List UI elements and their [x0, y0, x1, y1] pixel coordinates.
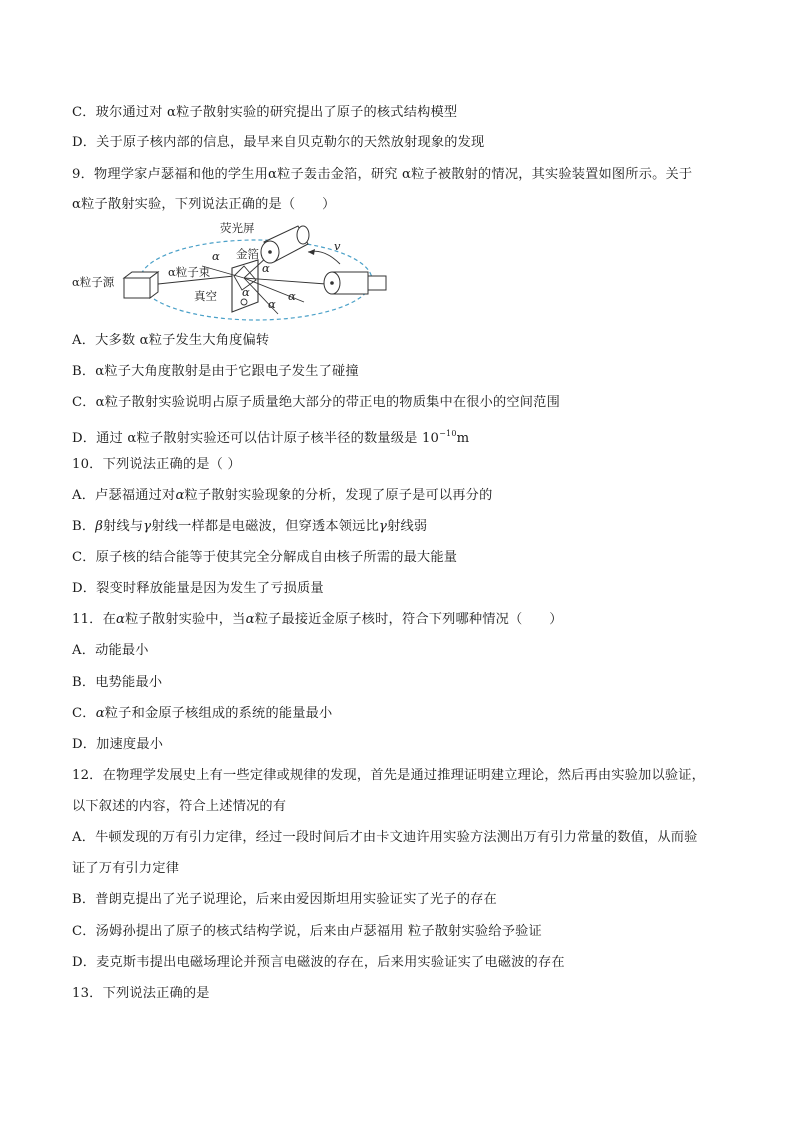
q11-stem-post: 粒子最接近金原子核时，符合下列哪种情况（ ）	[254, 612, 563, 627]
q9-option-d	[72, 425, 469, 448]
q12-option-c: C．汤姆孙提出了原子的核式结构学说，后来由卢瑟福用 粒子散射实验给予验证	[72, 924, 542, 939]
label-screen: 荧光屏	[220, 221, 255, 235]
q9-option-b: B．α粒子大角度散射是由于它跟电子发生了碰撞	[72, 364, 359, 379]
right-microscope	[324, 272, 386, 294]
q12-option-b: B．普朗克提出了光子说理论，后来由爱因斯坦用实验证实了光子的存在	[72, 892, 497, 907]
q10-option-b-mid2: 射线一样都是电磁波，但穿透本领远比	[151, 519, 379, 534]
gamma-symbol: γ	[143, 519, 152, 534]
label-alpha-1: α	[212, 249, 220, 263]
q10-option-c: C．原子核的结合能等于使其完全分解成自由核子所需的最大能量	[72, 550, 458, 565]
alpha-source-box	[124, 272, 158, 298]
label-alpha-4: α	[268, 297, 276, 311]
q11-option-c-pre: C．	[72, 706, 96, 721]
label-foil: 金箔	[236, 247, 259, 261]
q11-stem-mid: 粒子散射实验中，当	[125, 612, 246, 627]
alpha-symbol: α	[245, 612, 255, 627]
q11-option-b: B．电势能最小	[72, 675, 163, 690]
label-alpha-2: α	[262, 261, 270, 275]
q8-option-d: D．关于原子核内部的信息，最早来自贝克勒尔的天然放射现象的发现	[72, 135, 485, 150]
q9-option-d-text: D．通过 α粒子散射实验还可以估计原子核半径的数量级是 10	[72, 431, 440, 446]
q11-option-c	[72, 705, 332, 723]
q13-stem: 13．下列说法正确的是	[72, 986, 210, 1001]
q8-option-c: C．玻尔通过对 α粒子散射实验的研究提出了原子的核式结构模型	[72, 105, 458, 120]
q10-option-b	[72, 518, 427, 536]
alpha-scattering-apparatus-diagram	[72, 220, 392, 326]
q9-option-d-exponent: −10	[439, 429, 457, 438]
q11-stem-pre: 11．在	[72, 612, 116, 627]
q11-option-d: D．加速度最小	[72, 737, 164, 752]
q12-option-a-line-2: 证了万有引力定律	[72, 861, 180, 876]
q10-option-d: D．裂变时释放能量是因为发生了亏损质量	[72, 581, 324, 596]
fluorescent-screen-microscope	[261, 226, 309, 263]
alpha-symbol: α	[95, 706, 105, 721]
q9-option-d-unit: m	[456, 431, 470, 446]
q9-option-a: A．大多数 α粒子发生大角度偏转	[72, 333, 270, 348]
q10-option-a	[72, 487, 492, 505]
q12-stem-line-2: 以下叙述的内容，符合上述情况的有	[72, 799, 287, 814]
q12-option-a-line-1: A．牛顿发现的万有引力定律，经过一段时间后才由卡文迪许用实验方法测出万有引力常量的数值，从而验	[72, 830, 698, 845]
alpha-symbol: α	[175, 488, 185, 503]
alpha-symbol: α	[115, 612, 126, 627]
q9-stem-line-1: 9．物理学家卢瑟福和他的学生用α粒子轰击金箔，研究 α粒子被散射的情况，其实验装置如图所示。关于	[72, 167, 693, 182]
label-alpha-5: α	[288, 289, 296, 303]
q10-stem: 10．下列说法正确的是（ ）	[72, 457, 241, 472]
q9-option-c: C．α粒子散射实验说明占原子质量绝大部分的带正电的物质集中在很小的空间范围	[72, 395, 560, 410]
q11-option-c-post: 粒子和金原子核组成的系统的能量最小	[104, 706, 333, 721]
q9-stem-line-2: α粒子散射实验，下列说法正确的是（ ）	[72, 197, 336, 212]
label-source: α粒子源	[72, 275, 115, 289]
q11-option-a: A．动能最小	[72, 643, 149, 658]
label-velocity: v	[334, 239, 341, 253]
q12-option-d: D．麦克斯韦提出电磁场理论并预言电磁波的存在，后来用实验证实了电磁波的存在	[72, 955, 565, 970]
gamma-symbol: γ	[378, 519, 388, 534]
q10-option-b-pre: B．	[72, 519, 96, 534]
label-vacuum: 真空	[194, 289, 217, 303]
q11-stem	[72, 611, 563, 629]
q10-option-b-post: 射线弱	[387, 519, 428, 534]
beta-symbol: β	[95, 519, 104, 534]
q12-stem-line-1: 12．在物理学发展史上有一些定律或规律的发现，首先是通过推理证明建立理论，然后再由实验加以验证，	[72, 768, 706, 783]
label-alpha-3: α	[242, 285, 250, 299]
q10-option-a-pre: A．卢瑟福通过对	[72, 488, 176, 503]
label-beam: α粒子束	[168, 265, 211, 279]
q10-option-a-post: 粒子散射实验现象的分析，发现了原子是可以再分的	[184, 488, 493, 503]
q10-option-b-mid: 射线与	[103, 519, 144, 534]
